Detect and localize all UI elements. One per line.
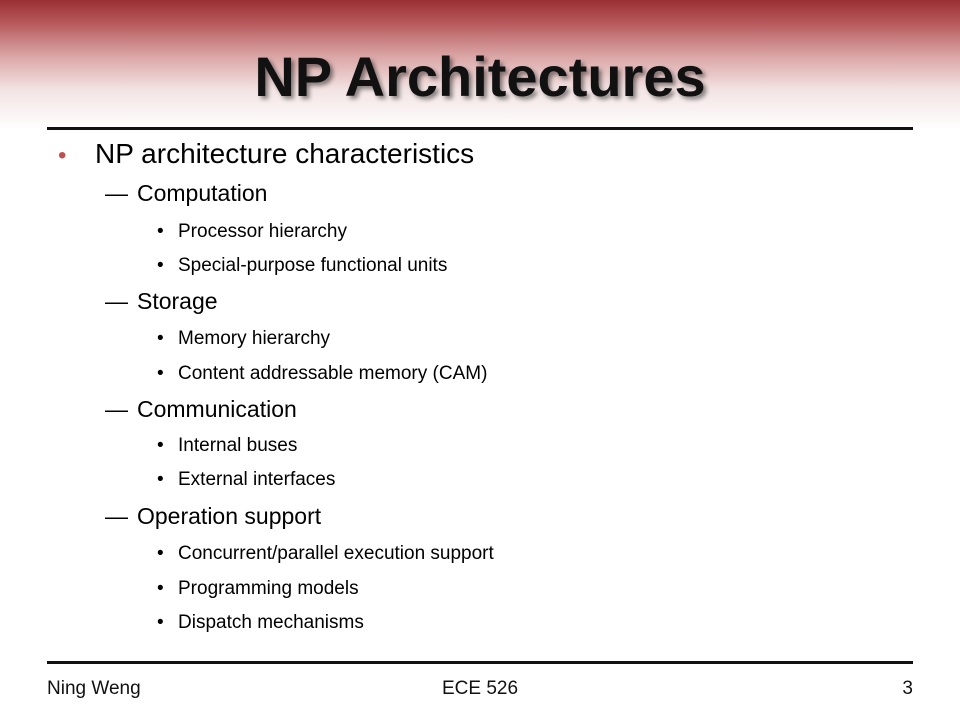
dash-icon: —	[105, 288, 128, 314]
sub-item	[157, 612, 364, 634]
section-label: Operation support	[137, 503, 322, 529]
bullet-icon: •	[157, 578, 164, 599]
bullet-icon: •	[157, 612, 164, 633]
footer-author: Ning Weng	[47, 678, 141, 699]
sub-item	[157, 469, 335, 491]
section-label: Communication	[137, 396, 297, 422]
main-bullet-text: NP architecture characteristics	[95, 138, 475, 169]
sub-item-text: Concurrent/parallel execution support	[178, 543, 494, 564]
sub-item-text: Processor hierarchy	[178, 221, 347, 242]
dash-icon: —	[105, 180, 128, 206]
sub-item-text: Special-purpose functional units	[178, 255, 448, 276]
main-bullet-item	[58, 138, 474, 170]
page-number: 3	[902, 678, 913, 699]
sub-item	[157, 363, 487, 385]
bullet-icon: •	[157, 328, 164, 349]
slide-title: NP Architectures	[254, 45, 706, 108]
top-rule	[47, 127, 913, 130]
sub-item-text: Programming models	[178, 578, 359, 599]
dash-icon: —	[105, 503, 128, 529]
bullet-icon: •	[157, 543, 164, 564]
section-label: Computation	[137, 180, 268, 206]
bullet-icon: •	[58, 142, 67, 169]
section-item	[105, 180, 267, 207]
sub-item	[157, 435, 297, 457]
section-item	[105, 503, 321, 530]
sub-item-text: Internal buses	[178, 435, 298, 456]
bullet-icon: •	[157, 435, 164, 456]
sub-item-text: External interfaces	[178, 469, 336, 490]
bullet-icon: •	[157, 469, 164, 490]
footer-course: ECE 526	[441, 678, 519, 699]
sub-item-text: Content addressable memory (CAM)	[178, 363, 488, 384]
bullet-icon: •	[157, 363, 164, 384]
section-item	[105, 396, 297, 423]
bullet-icon: •	[157, 255, 164, 276]
section-item	[105, 288, 218, 315]
sub-item	[157, 543, 494, 565]
dash-icon: —	[105, 396, 128, 422]
sub-item	[157, 578, 359, 600]
sub-item-text: Dispatch mechanisms	[178, 612, 364, 633]
bullet-icon: •	[157, 221, 164, 242]
sub-item-text: Memory hierarchy	[178, 328, 331, 349]
section-label: Storage	[137, 288, 218, 314]
sub-item	[157, 328, 330, 350]
sub-item	[157, 255, 447, 277]
bottom-rule	[47, 661, 913, 664]
sub-item	[157, 221, 347, 243]
